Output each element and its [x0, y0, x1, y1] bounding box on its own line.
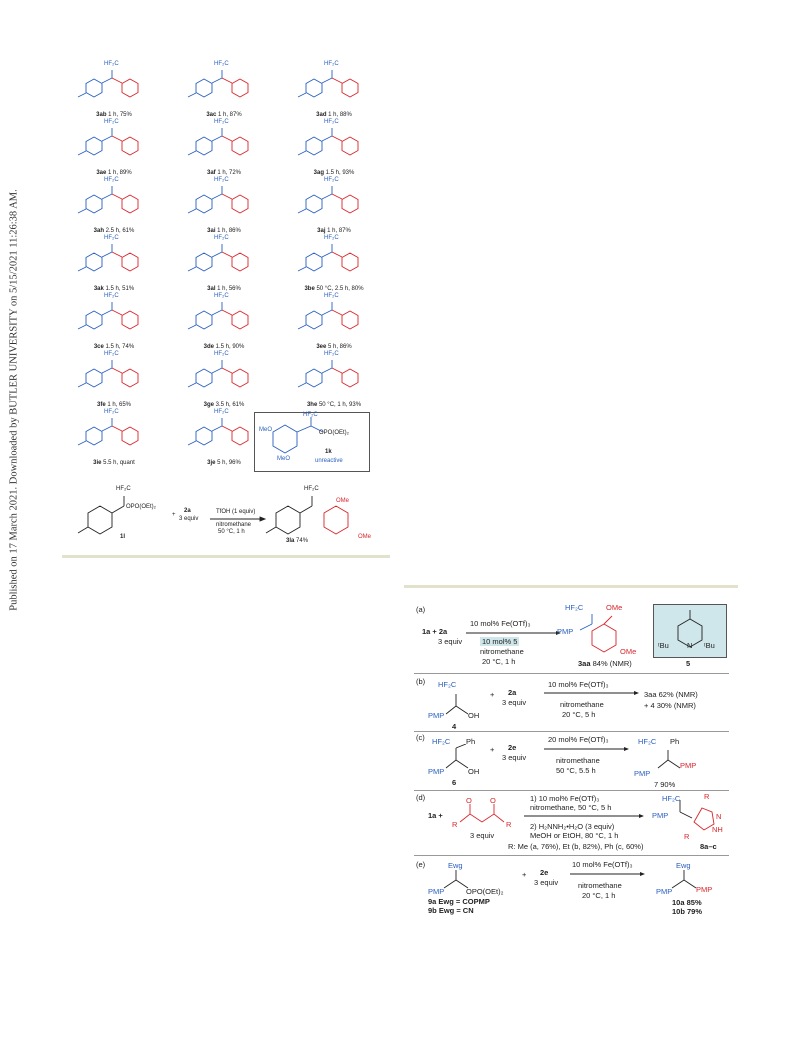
- 4-hf2c: HF₂C: [438, 680, 457, 689]
- compound-3ge: [170, 348, 278, 408]
- 1k-note: unreactive: [315, 458, 343, 464]
- compound-3ai: [170, 174, 278, 234]
- 4-id: 4: [452, 722, 457, 731]
- compound-3de-hf2c: HF₂C: [214, 293, 229, 299]
- scheme-d-step1a: 1) 10 mol% Fe(OTf)₃: [530, 794, 600, 803]
- compound-3ak: [60, 232, 168, 292]
- section-rule-right: [404, 585, 738, 588]
- 10-pmp-left: PMP: [656, 887, 673, 896]
- 9a-caption: 9a Ewg = COPMP: [428, 897, 490, 906]
- scheme-b-above: 10 mol% Fe(OTf)₃: [548, 680, 609, 689]
- compound-3he: [280, 348, 388, 408]
- compound-3ag: [280, 116, 388, 176]
- 6-structure: [440, 744, 490, 780]
- compound-conditions: 2.5 h, 61%: [103, 228, 135, 234]
- scheme-a-below1: nitromethane: [480, 647, 524, 656]
- 1l-hf2c: HF₂C: [116, 486, 131, 492]
- diketone-r2: R: [506, 820, 512, 829]
- scheme-a-label: (a): [416, 605, 426, 614]
- compound-id: 3ag: [313, 170, 324, 176]
- 3la-id: 3la: [286, 538, 295, 544]
- 3aa-yield: 84% (NMR): [592, 659, 632, 668]
- scheme-d-equiv: 3 equiv: [470, 831, 495, 840]
- scheme-e-plus: +: [522, 870, 527, 879]
- scheme-c-plus: +: [490, 745, 495, 754]
- compound-3ie: [60, 406, 168, 466]
- compound-conditions: 1 h, 88%: [326, 112, 352, 118]
- compound-conditions: 1 h, 87%: [325, 228, 351, 234]
- compound-3ad-hf2c: HF₂C: [324, 61, 339, 67]
- 1l-id: 1l: [120, 534, 126, 540]
- compound-conditions: 1 h, 86%: [215, 228, 241, 234]
- 4-pmp: PMP: [428, 711, 445, 720]
- 8-n: N: [716, 812, 722, 821]
- compound-conditions: 5 h, 86%: [326, 344, 352, 350]
- scheme-b-below1: nitromethane: [560, 700, 604, 709]
- compound-conditions: 1 h, 87%: [216, 112, 242, 118]
- 10a-caption: 10a 85%: [672, 898, 702, 907]
- scheme-b-plus: +: [490, 690, 495, 699]
- 10b-caption: 10b 79%: [672, 907, 703, 916]
- bottom-below2: 50 °C, 1 h: [218, 529, 245, 535]
- 10-pmp-right: PMP: [696, 885, 713, 894]
- scheme-e-below2: 20 °C, 1 h: [582, 891, 616, 900]
- compound-conditions: 1.5 h, 90%: [213, 344, 245, 350]
- scheme-c-reagent: 2e: [508, 743, 517, 752]
- scheme-e-below1: nitromethane: [578, 881, 622, 890]
- 8-hf2c: HF₂C: [662, 794, 681, 803]
- compound-3aj: [280, 174, 388, 234]
- 8-r-top: R: [704, 792, 710, 801]
- compound-3ac: [170, 58, 278, 118]
- 7-pmp-right: PMP: [680, 761, 697, 770]
- section-rule-left: [62, 555, 390, 558]
- compound-3af-hf2c: HF₂C: [214, 119, 229, 125]
- 1k-meo-top: MeO: [259, 427, 273, 433]
- 3aa-ome-top: OMe: [606, 603, 623, 612]
- compound-id: 3de: [203, 344, 214, 350]
- compound-3ah-hf2c: HF₂C: [104, 177, 119, 183]
- compound-3ie-hf2c: HF₂C: [104, 409, 119, 415]
- compound-id: 3ac: [206, 112, 217, 118]
- compound-3ee: [280, 290, 388, 350]
- 3la-ome-top: OMe: [336, 498, 350, 504]
- compound-3he-caption: [280, 402, 388, 408]
- compound-3ce-hf2c: HF₂C: [104, 293, 119, 299]
- scheme-d-step1b: nitromethane, 50 °C, 5 h: [530, 803, 612, 812]
- scheme-b-reagent: 2a: [508, 688, 517, 697]
- compound-3ad: [280, 58, 388, 118]
- compound-3ak-hf2c: HF₂C: [104, 235, 119, 241]
- scheme-a-cat: 10 mol% 5: [482, 637, 518, 646]
- scheme-a-equiv: 3 equiv: [438, 637, 463, 646]
- scheme-b-product1: 3aa 62% (NMR): [644, 690, 698, 699]
- compound-id: 3af: [206, 170, 216, 176]
- 7-hf2c: HF₂C: [638, 737, 657, 746]
- scheme-b-equiv: 3 equiv: [502, 698, 527, 707]
- compound-conditions: 5.5 h, quant: [101, 460, 135, 466]
- compound-3ab-hf2c: HF₂C: [104, 61, 119, 67]
- compound-3je-hf2c: HF₂C: [214, 409, 229, 415]
- compound-3ae-hf2c: HF₂C: [104, 119, 119, 125]
- 3la-caption: [286, 538, 308, 544]
- 3aa-ome-bottom: OMe: [620, 647, 637, 656]
- 4-structure: [440, 684, 490, 724]
- bottom-plus: +: [172, 512, 176, 518]
- compound-conditions: 50 °C, 2.5 h, 80%: [314, 286, 364, 292]
- compound-3fe-hf2c: HF₂C: [104, 351, 119, 357]
- scheme-c-below1: nitromethane: [556, 756, 600, 765]
- separator-c-d: [414, 790, 729, 791]
- separator-d-e: [414, 855, 729, 856]
- 1k-id: 1k: [325, 449, 332, 455]
- 6-pmp: PMP: [428, 767, 445, 776]
- 3la-yield: 74%: [296, 538, 309, 544]
- diketone-o1: O: [466, 796, 472, 805]
- cat-5-id: 5: [686, 659, 691, 668]
- 1k-group: OPO(OEt)₂: [319, 430, 349, 436]
- compound-id: 3aj: [317, 228, 326, 234]
- 9-ewg: Ewg: [448, 861, 463, 870]
- compound-conditions: 1.5 h, 93%: [323, 170, 355, 176]
- compound-conditions: 1.5 h, 74%: [103, 344, 135, 350]
- compound-3aj-hf2c: HF₂C: [324, 177, 339, 183]
- compound-id: 3je: [207, 460, 216, 466]
- scheme-a-catalyst-highlight: [480, 637, 519, 646]
- cat-tbu-left: ᵗBu: [658, 641, 669, 650]
- 8-id: 8a–c: [700, 842, 717, 851]
- scheme-d-arrow: [524, 813, 644, 819]
- compound-3ab: [60, 58, 168, 118]
- download-watermark: [2, 190, 26, 610]
- compound-3be: [280, 232, 388, 292]
- compound-conditions: 50 °C, 1 h, 93%: [317, 402, 362, 408]
- separator-a-b: [414, 673, 729, 674]
- scheme-d-rlist: R: Me (a, 76%), Et (b, 82%), Ph (c, 60%): [508, 842, 644, 851]
- 3la-ome-bottom: OMe: [358, 534, 372, 540]
- 3aa-pmp: PMP: [557, 627, 574, 636]
- compound-id: 3ak: [93, 286, 104, 292]
- separator-b-c: [414, 731, 729, 732]
- 6-ph: Ph: [466, 737, 476, 746]
- download-watermark-text: Published on 17 March 2021. Downloaded by BUTLER UNIVERSITY on 5/15/2021 11:26:38 AM.: [8, 189, 20, 611]
- 7-caption: 7 90%: [654, 780, 676, 789]
- 1k-meo-bottom: MeO: [277, 456, 291, 462]
- scheme-e-label: (e): [416, 860, 426, 869]
- 6-id: 6: [452, 778, 457, 787]
- compound-3ac-hf2c: HF₂C: [214, 61, 229, 67]
- scheme-d-label: (d): [416, 793, 426, 802]
- 1l-group: OPO(OEt)₂: [126, 504, 156, 510]
- scheme-a-arrow: [466, 630, 561, 636]
- scheme-d-step2a: 2) H₂NNH₂•H₂O (3 equiv): [530, 822, 615, 831]
- compound-id: 3ge: [203, 402, 214, 408]
- compound-id: 3ad: [316, 112, 327, 118]
- 9b-caption: 9b Ewg = CN: [428, 906, 474, 915]
- compound-3fe: [60, 348, 168, 408]
- diketone-o2: O: [490, 796, 496, 805]
- scheme-e-reagent: 2e: [540, 868, 549, 877]
- compound-conditions: 5 h, 96%: [215, 460, 241, 466]
- compound-3ag-hf2c: HF₂C: [324, 119, 339, 125]
- scheme-d-step2b: MeOH or EtOH, 80 °C, 1 h: [530, 831, 619, 840]
- compound-conditions: 1 h, 56%: [215, 286, 241, 292]
- compound-id: 3al: [207, 286, 216, 292]
- compound-3ee-hf2c: HF₂C: [324, 293, 339, 299]
- compound-id: 3ie: [93, 460, 102, 466]
- 3aa-id: 3aa: [578, 659, 591, 668]
- bottom-equiv: 3 equiv: [179, 516, 199, 522]
- compound-conditions: 1 h, 72%: [215, 170, 242, 176]
- scheme-a-above: 10 mol% Fe(OTf)₃: [470, 619, 531, 628]
- scheme-c-below2: 50 °C, 5.5 h: [556, 766, 596, 775]
- 1k-hf2c: HF₂C: [303, 412, 318, 418]
- unreactive-box: [254, 412, 370, 472]
- compound-3ae: [60, 116, 168, 176]
- compound-conditions: 1 h, 65%: [105, 402, 132, 408]
- scheme-b-below2: 20 °C, 5 h: [562, 710, 596, 719]
- 8-nh: NH: [712, 825, 723, 834]
- compound-id: 3ab: [96, 112, 107, 118]
- 8-r-bottom: R: [684, 832, 690, 841]
- scheme-c-above: 20 mol% Fe(OTf)₃: [548, 735, 609, 744]
- compound-3ge-hf2c: HF₂C: [214, 351, 229, 357]
- compound-conditions: 1 h, 75%: [106, 112, 132, 118]
- compound-3ce: [60, 290, 168, 350]
- compound-3he-hf2c: HF₂C: [324, 351, 339, 357]
- 9-pmp: PMP: [428, 887, 445, 896]
- compound-3al-hf2c: HF₂C: [214, 235, 229, 241]
- 10-ewg: Ewg: [676, 861, 691, 870]
- scheme-b-product2: + 4 30% (NMR): [644, 701, 696, 710]
- scheme-a-sm: 1a + 2a: [422, 627, 448, 636]
- scheme-d-sm: 1a +: [428, 811, 443, 820]
- cat-tbu-right: ᵗBu: [704, 641, 715, 650]
- compound-id: 3he: [306, 402, 318, 408]
- scheme-e-equiv: 3 equiv: [534, 878, 559, 887]
- compound-id: 3ai: [207, 228, 216, 234]
- compound-id: 3ce: [93, 344, 104, 350]
- compound-conditions: 1.5 h, 51%: [103, 286, 135, 292]
- 6-hf2c: HF₂C: [432, 737, 451, 746]
- 8-pmp: PMP: [652, 811, 669, 820]
- bottom-above: TfOH (1 equiv): [216, 509, 256, 515]
- 6-oh: OH: [468, 767, 480, 776]
- bottom-reagent: 2a: [184, 508, 191, 514]
- cat-n: N: [687, 641, 693, 650]
- 3aa-caption: [578, 659, 632, 668]
- scheme-c-equiv: 3 equiv: [502, 753, 527, 762]
- compound-id: 3ah: [93, 228, 104, 234]
- 8-structure: [672, 796, 732, 842]
- 3aa-hf2c: HF₂C: [565, 603, 584, 612]
- scheme-e-arrow: [570, 871, 645, 877]
- scheme-a-below2: 20 °C, 1 h: [482, 657, 516, 666]
- 3la-hf2c: HF₂C: [304, 486, 319, 492]
- scheme-b-arrow: [544, 690, 639, 696]
- compound-3ie-caption: [60, 460, 168, 466]
- scheme-b-label: (b): [416, 677, 426, 686]
- 7-ph: Ph: [670, 737, 680, 746]
- compound-3ah: [60, 174, 168, 234]
- diketone-r1: R: [452, 820, 458, 829]
- 4-oh: OH: [468, 711, 480, 720]
- compound-3af: [170, 116, 278, 176]
- compound-conditions: 1 h, 89%: [106, 170, 132, 176]
- scheme-e-above: 10 mol% Fe(OTf)₃: [572, 860, 633, 869]
- 9-group: OPO(OEt)₂: [466, 887, 504, 896]
- compound-3al: [170, 232, 278, 292]
- compound-id: 3ee: [316, 344, 327, 350]
- compound-conditions: 3.5 h, 61%: [213, 402, 245, 408]
- compound-id: 3fe: [96, 402, 106, 408]
- compound-id: 3ae: [96, 170, 107, 176]
- compound-3de: [170, 290, 278, 350]
- scheme-c-label: (c): [416, 733, 425, 742]
- bottom-reaction: [60, 476, 390, 548]
- scheme-c-arrow: [544, 746, 629, 752]
- bottom-below1: nitromethane: [216, 522, 252, 528]
- compound-3ai-hf2c: HF₂C: [214, 177, 229, 183]
- compound-1k-structure: [255, 413, 369, 471]
- compound-3be-hf2c: HF₂C: [324, 235, 339, 241]
- 7-pmp-left: PMP: [634, 769, 651, 778]
- catalyst-5-box: [653, 604, 727, 658]
- compound-id: 3be: [304, 286, 315, 292]
